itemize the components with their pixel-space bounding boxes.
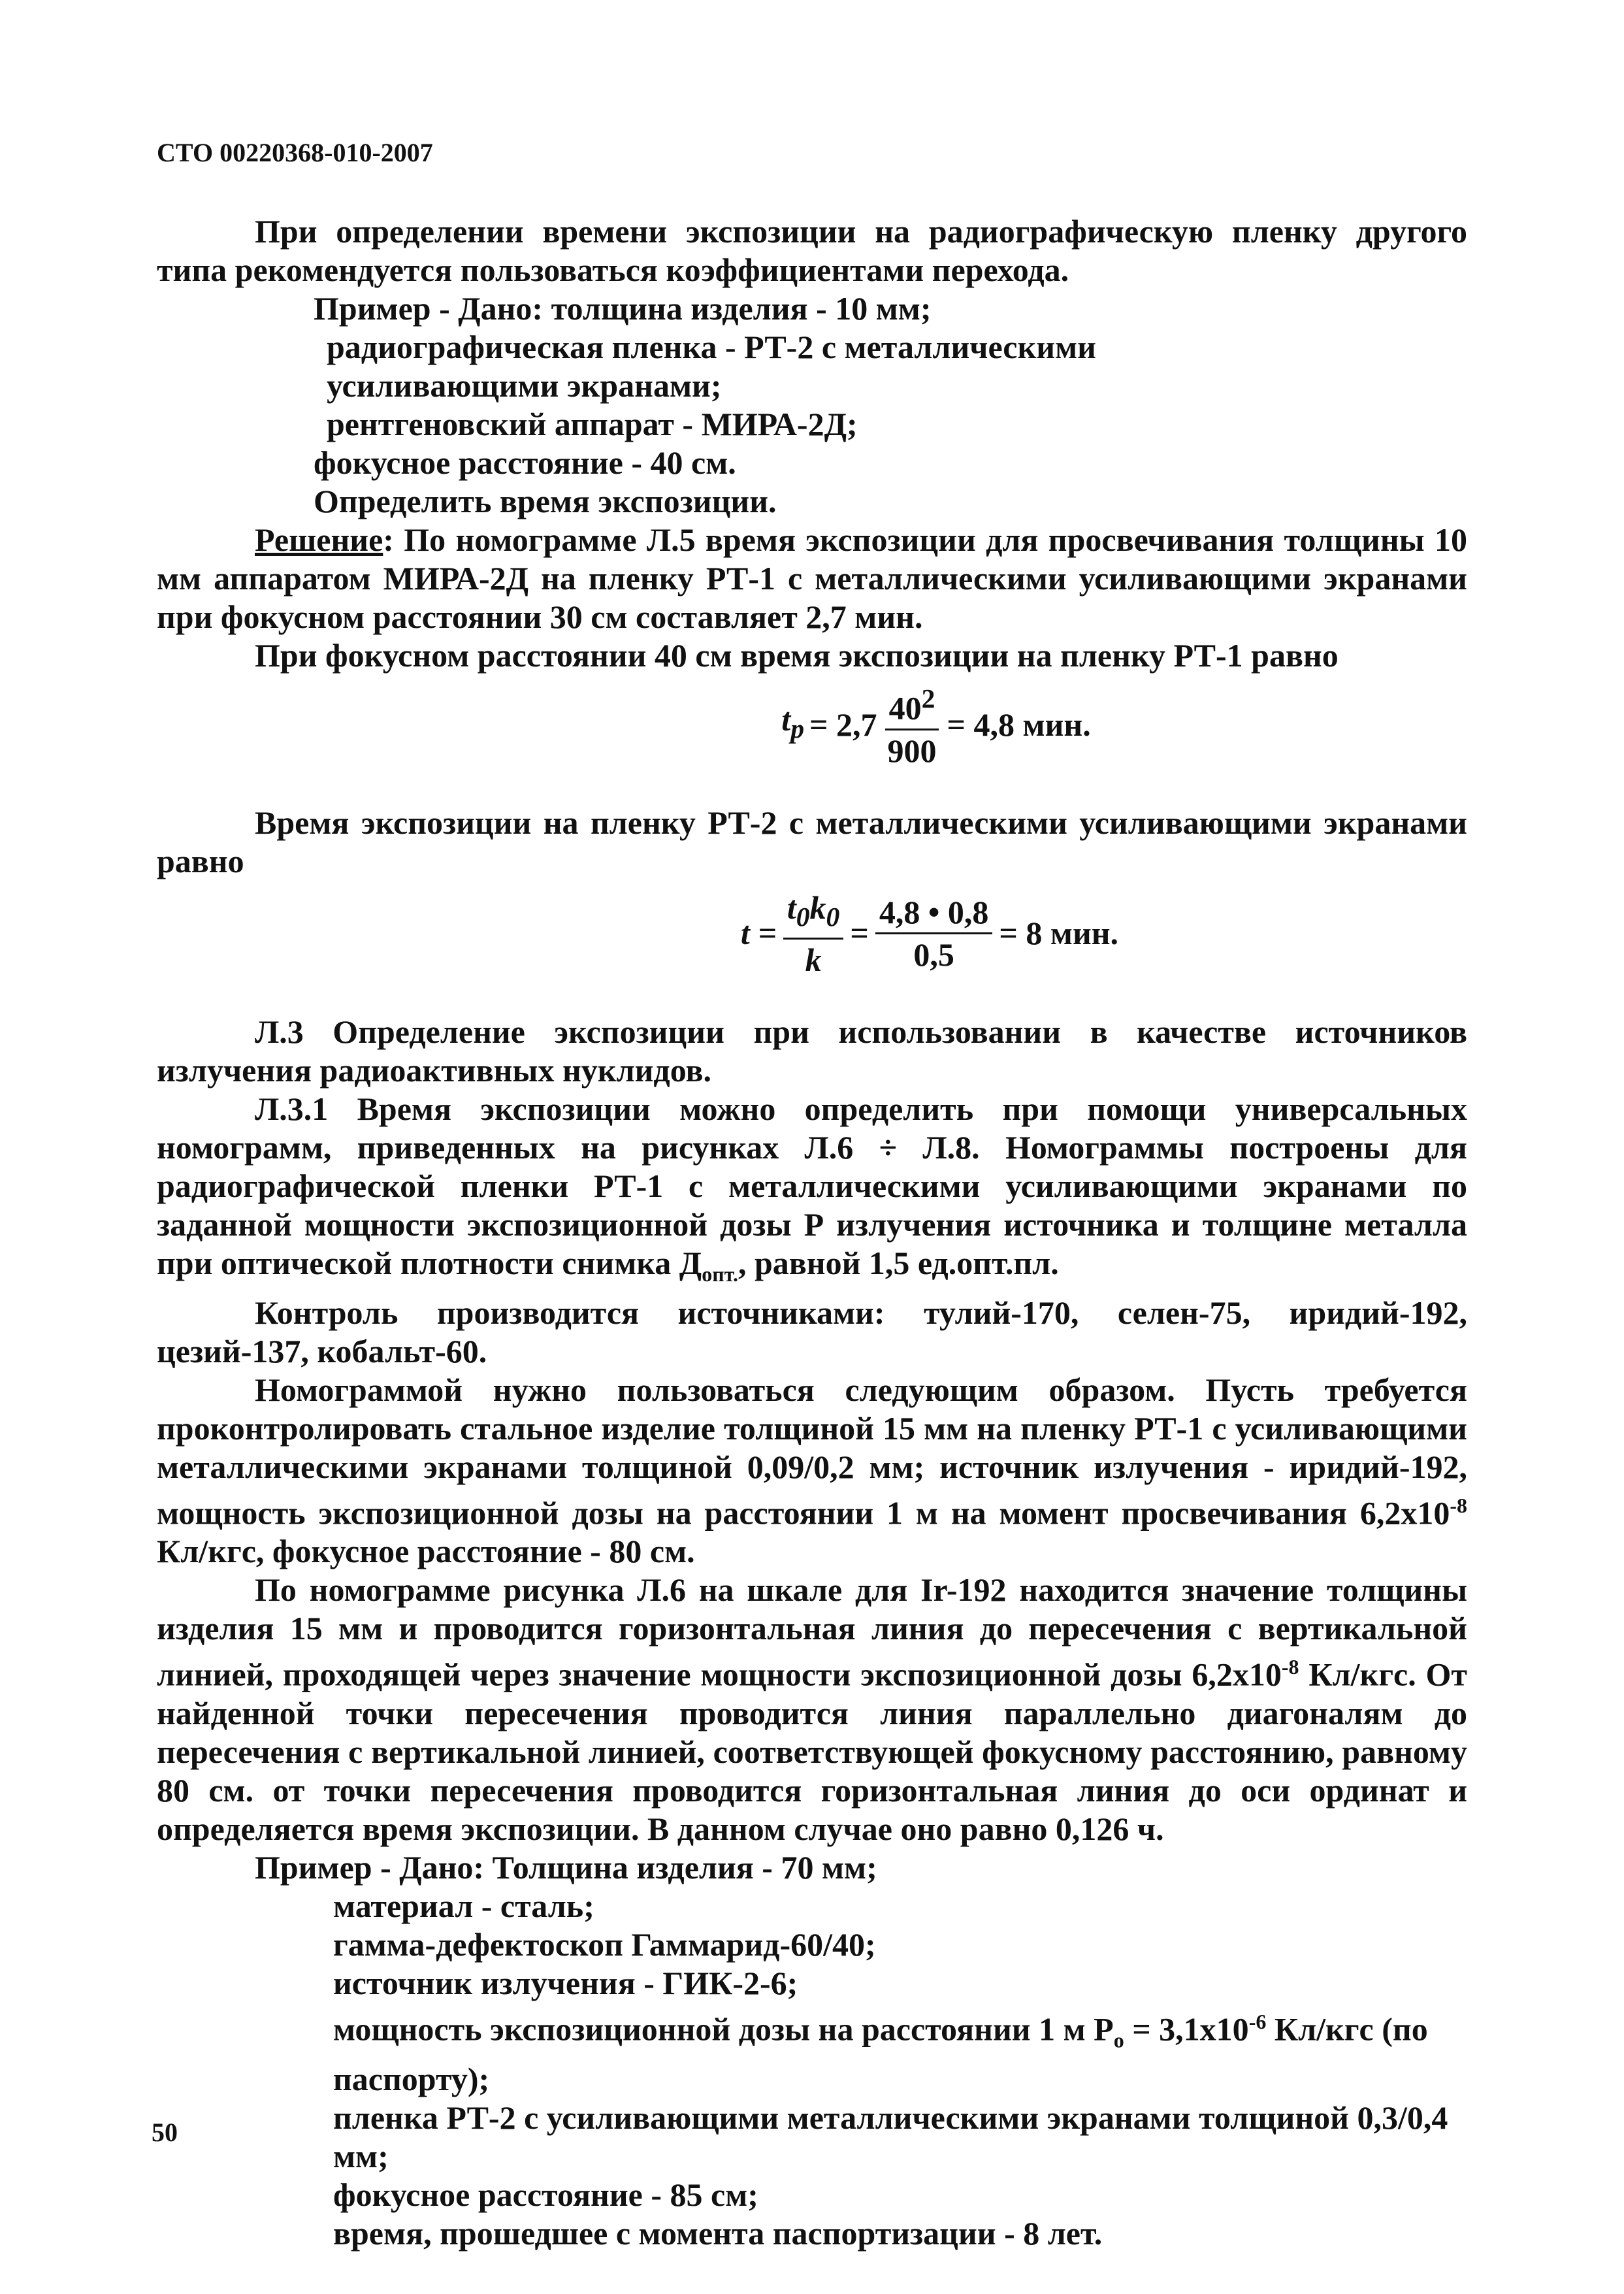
section-l3-1-tail: , равной 1,5 ед.опт.пл. [738,1244,1059,1281]
document-number: СТО 00220368-010-2007 [157,138,433,167]
example-2-material: материал - сталь; [333,1887,594,1924]
document-body [157,212,1467,2253]
paragraph-rt2-time: Время экспозиции на пленку РТ-2 с металлическими усиливающими экранами равно [157,804,1467,879]
formula-t-denominator-1: k [805,941,822,978]
formula-t-num-k-sub: 0 [826,902,840,932]
example-1-film: радиографическая пленка - РТ-2 с металлическими усиливающими экранами; [327,329,1096,404]
example-2 [157,1848,1467,2253]
spacer [157,778,1467,804]
paragraph-nomogram-usage [157,1371,1467,1571]
formula-tp-result: = 4,8 мин. [947,706,1091,743]
example-2-dose-rate-text: мощность экспозиционной дозы на расстоянии 1 м P [333,2010,1114,2048]
paragraph-focal-40: При фокусном расстоянии 40 см время экспозиции на пленку РТ-1 равно [255,637,1339,674]
formula-t-denominator-2: 0,5 [913,936,954,974]
formula-tp-denominator: 900 [887,732,937,769]
example-2-params [255,1887,1467,2253]
formula-t-num-t-sub: 0 [796,902,810,932]
formula-t-numerator-2: 4,8 • 0,8 [875,892,993,934]
formula-t [392,887,1467,980]
solution-paragraph [157,521,1467,636]
paragraph-nomogram-usage-tail: Кл/кгс, фокусное расстояние - 80 см. [157,1533,695,1570]
example-2-dose-rate-sup: -6 [1248,2009,1267,2033]
example-2-given [255,1848,1467,1887]
formula-tp-var: t [781,701,791,738]
example-1-focal-distance: фокусное расстояние - 40 см. [314,444,736,481]
formula-tp-num-base: 40 [888,689,922,727]
formula-t-fraction-2 [875,892,993,975]
formula-tp-numerator [885,679,939,730]
paragraph-nomogram-procedure-text: По номограмме рисунка Л.6 на шкале для Ir-192 находится значение толщины изделия 15 мм и проводится горизонтальная линия до пересечения с вертикальной линией, проходящей через значение мощности экспозиционной дозы 6,2x10 [157,1571,1467,1693]
formula-t-num-t: t [787,889,796,926]
formula-t-fraction-1 [783,887,844,980]
example-1-task: Определить время экспозиции. [314,483,777,519]
example-2-source: источник излучения - ГИК-2-6; [333,1964,798,2001]
example-2-dose-rate-sub: o [1113,2028,1124,2052]
example-2-dose-rate-value: = 3,1x10 [1124,2010,1249,2048]
section-l3-1 [157,1090,1467,1294]
section-l3-1-sub: опт. [702,1262,738,1286]
example-2-label: Пример [255,1848,372,1886]
formula-tp-num-sup: 2 [921,684,935,714]
paragraph-nomogram-usage-sup: -8 [1450,1493,1467,1517]
formula-t-num-k: k [809,889,826,926]
formula-t-equals: = [850,915,869,952]
formula-t-lhs: t = [740,915,777,952]
example-1-apparatus: рентгеновский аппарат - МИРА-2Д; [327,406,858,442]
example-1 [157,289,1467,521]
paragraph-sources: Контроль производится источниками: тулий-170, селен-75, иридий-192, цезий-137, кобальт-60. [157,1294,1467,1369]
paragraph-nomogram-procedure-sup: -8 [1281,1655,1299,1679]
section-l3-heading: Л.3 Определение экспозиции при использовании в качестве источников излучения радиоактивных нуклидов. [157,1013,1467,1089]
solution-label: Решение [255,521,383,558]
example-2-elapsed-time: время, прошедшее с момента паспортизации - 8 лет. [333,2214,1103,2252]
spacer [157,987,1467,1013]
formula-tp-coef: = 2,7 [809,706,877,743]
section-l3-1-text: Л.3.1 Время экспозиции можно определить при помощи универсальных номограмм, приведенных на рисунках Л.6 ÷ Л.8. Номограммы построены для радиографической пленки РТ-1 с металлическими усиливающими экранами по заданной мощности экспозиционной дозы Р излучения источника и толщине металла при оптической плотности снимка Д [157,1090,1467,1281]
example-2-given-text: - Дано: Толщина изделия - 70 мм; [372,1848,877,1886]
example-2-film: пленка РТ-2 с усиливающими металлическими экранами толщиной 0,3/0,4 мм; [333,2099,1448,2174]
formula-tp [405,679,1467,771]
paragraph-nomogram-procedure-tail: Кл/кгс. От найденной точки пересечения проводится линия параллельно диагоналям до пересечения с вертикальной линией, соответствующей фокусному расстоянию, равному 80 см. от точки пересечения проводится горизонтальная линия до оси ординат и определяется время экспозиции. В данном случае оно равно 0,126 ч. [157,1656,1467,1847]
example-2-dose-rate [333,2003,1467,2099]
formula-t-result: = 8 мин. [999,915,1119,952]
paragraph-transition-coefficients: При определении времени экспозиции на радиографическую пленку другого типа рекомендуется пользоваться коэффициентами перехода. [157,213,1467,288]
example-2-defectoscope: гамма-дефектоскоп Гаммарид-60/40; [333,1925,876,1963]
example-1-given-text: Пример - Дано: толщина изделия - 10 мм; [314,290,932,327]
example-2-focal-distance: фокусное расстояние - 85 см; [333,2176,758,2213]
paragraph-nomogram-procedure [157,1571,1467,1848]
formula-tp-lhs [781,700,804,749]
paragraph-nomogram-usage-text: Номограммой нужно пользоваться следующим образом. Пусть требуется проконтролировать стальное изделие толщиной 15 мм на пленку РТ-1 с усиливающими металлическими экранами толщиной 0,09/0,2 мм; источник излучения - иридий-192, мощность экспозиционной дозы на расстоянии 1 м на момент просвечивания 6,2x10 [157,1371,1467,1532]
page-number: 50 [152,2118,178,2147]
formula-t-numerator-1 [783,887,844,940]
formula-tp-fraction [884,679,941,771]
solution-text: : По номограмме Л.5 время экспозиции для просвечивания толщины 10 мм аппаратом МИРА-2Д на пленку РТ-1 с металлическими усиливающими экранами при фокусном расстоянии 30 см составляет 2,7 мин. [157,521,1467,635]
example-2-dose-rate-tail: Кл/кгс (по паспорту); [333,2010,1428,2097]
example-1-given [314,289,1467,328]
formula-tp-var-sub: p [790,714,805,745]
